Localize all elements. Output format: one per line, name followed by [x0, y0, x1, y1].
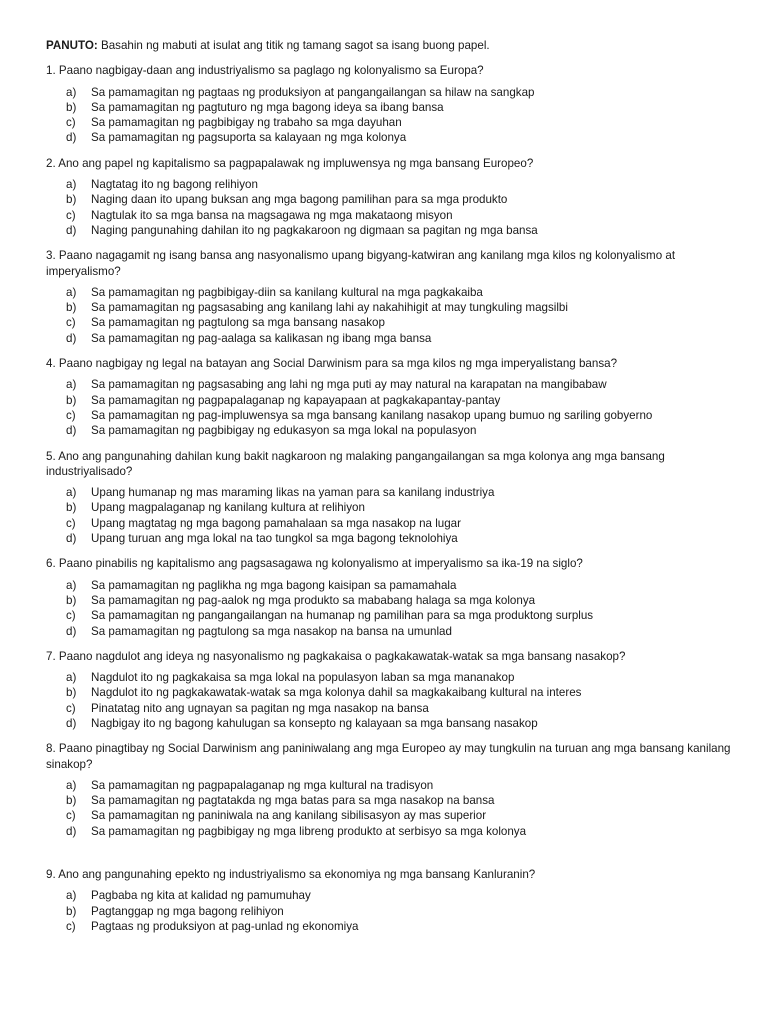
option-item — [66, 608, 738, 623]
question-text: 5. Ano ang pangunahing dahilan kung bakit nagkaroon ng malaking pangangailangan sa mga kolonya ang mga bansang industriyalisado? — [46, 449, 665, 478]
option-item — [66, 793, 738, 808]
option-list — [46, 778, 738, 839]
option-letter: d) — [66, 331, 77, 345]
option-item — [66, 408, 738, 423]
option-letter: a) — [66, 889, 77, 903]
option-item — [66, 115, 738, 130]
option-letter: a) — [66, 285, 77, 299]
option-item — [66, 516, 738, 531]
question-text: 3. Paano nagagamit ng isang bansa ang nasyonalismo upang bigyang-katwiran ang kanilang mga kilos ng kolonyalismo at imperyalismo? — [46, 249, 676, 278]
question-text: 1. Paano nagbigay-daan ang industriyalismo sa paglago ng kolonyalismo sa Europa? — [46, 64, 484, 78]
option-item — [66, 685, 738, 700]
instruction — [46, 38, 738, 53]
question-block — [46, 356, 738, 438]
option-letter: b) — [66, 301, 77, 315]
option-item — [66, 177, 738, 192]
option-item — [66, 377, 738, 392]
option-letter: d) — [66, 424, 77, 438]
option-text: Upang magpalaganap ng kanilang kultura at relihiyon — [91, 501, 365, 515]
option-text: Sa pamamagitan ng pagbibigay-diin sa kanilang kultural na mga pagkakaiba — [91, 285, 483, 299]
option-letter: d) — [66, 624, 77, 638]
option-item — [66, 824, 738, 839]
option-letter: d) — [66, 824, 77, 838]
option-item — [66, 500, 738, 515]
option-text: Sa pamamagitan ng pagsuporta sa kalayaan ng mga kolonya — [91, 131, 407, 145]
question-text: 7. Paano nagdulot ang ideya ng nasyonalismo ng pagkakaisa o pagkakawatak-watak sa mga bansang nasakop? — [46, 649, 626, 663]
option-letter: c) — [66, 316, 76, 330]
option-text: Sa pamamagitan ng pagbibigay ng mga libreng produkto at serbisyo sa mga kolonya — [91, 824, 527, 838]
option-text: Sa pamamagitan ng pag-aalok ng mga produkto sa mababang halaga sa mga kolonya — [91, 593, 536, 607]
option-letter: b) — [66, 393, 77, 407]
option-list — [46, 177, 738, 238]
question-block — [46, 156, 738, 238]
option-letter: d) — [66, 223, 77, 237]
option-letter: a) — [66, 778, 77, 792]
option-letter: c) — [66, 408, 76, 422]
option-letter: d) — [66, 532, 77, 546]
option-item — [66, 315, 738, 330]
option-item — [66, 701, 738, 716]
option-letter: c) — [66, 516, 76, 530]
option-text: Nagbigay ito ng bagong kahulugan sa konsepto ng kalayaan sa mga bansang nasakop — [91, 716, 538, 730]
question-text: 4. Paano nagbigay ng legal na batayan ang Social Darwinism para sa mga kilos ng mga imperyalistang bansa? — [46, 357, 618, 371]
option-list — [46, 670, 738, 731]
option-letter: c) — [66, 919, 76, 933]
option-letter: a) — [66, 671, 77, 685]
option-item — [66, 130, 738, 145]
option-letter: d) — [66, 716, 77, 730]
option-item — [66, 624, 738, 639]
question-text: 2. Ano ang papel ng kapitalismo sa pagpapalawak ng impluwensya ng mga bansang Europeo? — [46, 156, 534, 170]
question-list — [46, 63, 738, 934]
option-text: Sa pamamagitan ng pagtuturo ng mga bagong ideya sa ibang bansa — [91, 100, 444, 114]
option-text: Sa pamamagitan ng pagpapalaganap ng mga kultural na tradisyon — [91, 778, 434, 792]
option-letter: a) — [66, 178, 77, 192]
option-item — [66, 300, 738, 315]
option-text: Pinatatag nito ang ugnayan sa pagitan ng mga nasakop na bansa — [91, 701, 429, 715]
option-letter: c) — [66, 609, 76, 623]
option-text: Sa pamamagitan ng pagsasabing ang kanilang lahi ay nakahihigit at may tungkuling magsilbi — [91, 301, 568, 315]
option-item — [66, 393, 738, 408]
option-item — [66, 192, 738, 207]
option-letter: d) — [66, 131, 77, 145]
option-letter: a) — [66, 378, 77, 392]
option-letter: b) — [66, 193, 77, 207]
option-text: Nagdulot ito ng pagkakaisa sa mga lokal na populasyon laban sa mga mananakop — [91, 671, 515, 685]
option-text: Sa pamamagitan ng pagsasabing ang lahi ng mga puti ay may natural na karapatan na mangibabaw — [91, 378, 607, 392]
option-item — [66, 778, 738, 793]
option-item — [66, 593, 738, 608]
option-item — [66, 208, 738, 223]
option-item — [66, 808, 738, 823]
option-item — [66, 423, 738, 438]
spacer — [46, 849, 738, 867]
option-letter: c) — [66, 208, 76, 222]
option-item — [66, 888, 738, 903]
option-letter: b) — [66, 794, 77, 808]
option-item — [66, 578, 738, 593]
option-text: Pagbaba ng kita at kalidad ng pamumuhay — [91, 889, 311, 903]
option-list — [46, 578, 738, 639]
option-item — [66, 904, 738, 919]
option-text: Sa pamamagitan ng pag-aalaga sa kalikasan ng ibang mga bansa — [91, 331, 432, 345]
option-item — [66, 85, 738, 100]
question-text: 9. Ano ang pangunahing epekto ng industriyalismo sa ekonomiya ng mga bansang Kanluranin? — [46, 868, 536, 882]
option-letter: c) — [66, 809, 76, 823]
option-text: Sa pamamagitan ng pagbibigay ng trabaho sa mga dayuhan — [91, 116, 402, 130]
option-text: Pagtaas ng produksiyon at pag-unlad ng ekonomiya — [91, 919, 359, 933]
instruction-label: PANUTO: — [46, 39, 98, 52]
option-item — [66, 223, 738, 238]
option-text: Sa pamamagitan ng paniniwala na ang kanilang sibilisasyon ay mas superior — [91, 809, 487, 823]
option-item — [66, 716, 738, 731]
option-item — [66, 531, 738, 546]
option-text: Sa pamamagitan ng pagtaas ng produksiyon at pangangailangan sa hilaw na sangkap — [91, 85, 535, 99]
option-text: Sa pamamagitan ng paglikha ng mga bagong kaisipan sa pamamahala — [91, 578, 457, 592]
option-text: Naging pangunahing dahilan ito ng pagkakaroon ng digmaan sa pagitan ng mga bansa — [91, 223, 538, 237]
option-letter: b) — [66, 100, 77, 114]
option-list — [46, 377, 738, 438]
option-list — [46, 285, 738, 346]
option-letter: b) — [66, 686, 77, 700]
question-block — [46, 649, 738, 731]
question-block — [46, 556, 738, 638]
question-block — [46, 867, 738, 934]
option-item — [66, 100, 738, 115]
option-text: Sa pamamagitan ng pag-impluwensya sa mga bansang kanilang nasakop upang bumuo ng sariling gobyerno — [91, 408, 653, 422]
option-letter: c) — [66, 701, 76, 715]
option-letter: b) — [66, 593, 77, 607]
option-letter: a) — [66, 85, 77, 99]
question-text: 6. Paano pinabilis ng kapitalismo ang pagsasagawa ng kolonyalismo at imperyalismo sa ika-19 na siglo? — [46, 557, 583, 571]
option-text: Naging daan ito upang buksan ang mga bagong pamilihan para sa mga produkto — [91, 193, 508, 207]
option-text: Sa pamamagitan ng pagtulong sa mga nasakop na bansa na umunlad — [91, 624, 452, 638]
question-text: 8. Paano pinagtibay ng Social Darwinism ang paniniwalang ang mga Europeo ay may tungkulin na turuan ang mga bansang kanilang sinakop? — [46, 742, 731, 771]
question-block — [46, 449, 738, 547]
option-text: Upang turuan ang mga lokal na tao tungkol sa mga bagong teknolohiya — [91, 532, 458, 546]
option-item — [66, 485, 738, 500]
question-block — [46, 248, 738, 346]
instruction-text: Basahin ng mabuti at isulat ang titik ng tamang sagot sa isang buong papel. — [97, 39, 490, 52]
option-text: Sa pamamagitan ng pagpapalaganap ng kapayapaan at pagkakapantay-pantay — [91, 393, 501, 407]
option-text: Nagtatag ito ng bagong relihiyon — [91, 178, 258, 192]
question-block — [46, 63, 738, 145]
option-letter: b) — [66, 904, 77, 918]
option-list — [46, 888, 738, 934]
option-text: Nagtulak ito sa mga bansa na magsagawa ng mga makataong misyon — [91, 208, 453, 222]
option-text: Pagtanggap ng mga bagong relihiyon — [91, 904, 284, 918]
option-text: Sa pamamagitan ng pagtulong sa mga bansang nasakop — [91, 316, 385, 330]
option-text: Nagdulot ito ng pagkakawatak-watak sa mga kolonya dahil sa magkakaibang kultural na interes — [91, 686, 582, 700]
option-item — [66, 331, 738, 346]
option-letter: a) — [66, 578, 77, 592]
option-item — [66, 285, 738, 300]
option-list — [46, 85, 738, 146]
option-list — [46, 485, 738, 546]
option-letter: c) — [66, 116, 76, 130]
question-block — [46, 741, 738, 839]
option-letter: a) — [66, 486, 77, 500]
option-text: Upang humanap ng mas maraming likas na yaman para sa kanilang industriya — [91, 486, 495, 500]
option-item — [66, 919, 738, 934]
option-letter: b) — [66, 501, 77, 515]
option-text: Sa pamamagitan ng pangangailangan na humanap ng pamilihan para sa mga produktong surplus — [91, 609, 594, 623]
option-item — [66, 670, 738, 685]
option-text: Upang magtatag ng mga bagong pamahalaan sa mga nasakop na lugar — [91, 516, 461, 530]
option-text: Sa pamamagitan ng pagbibigay ng edukasyon sa mga lokal na populasyon — [91, 424, 477, 438]
option-text: Sa pamamagitan ng pagtatakda ng mga batas para sa mga nasakop na bansa — [91, 794, 495, 808]
